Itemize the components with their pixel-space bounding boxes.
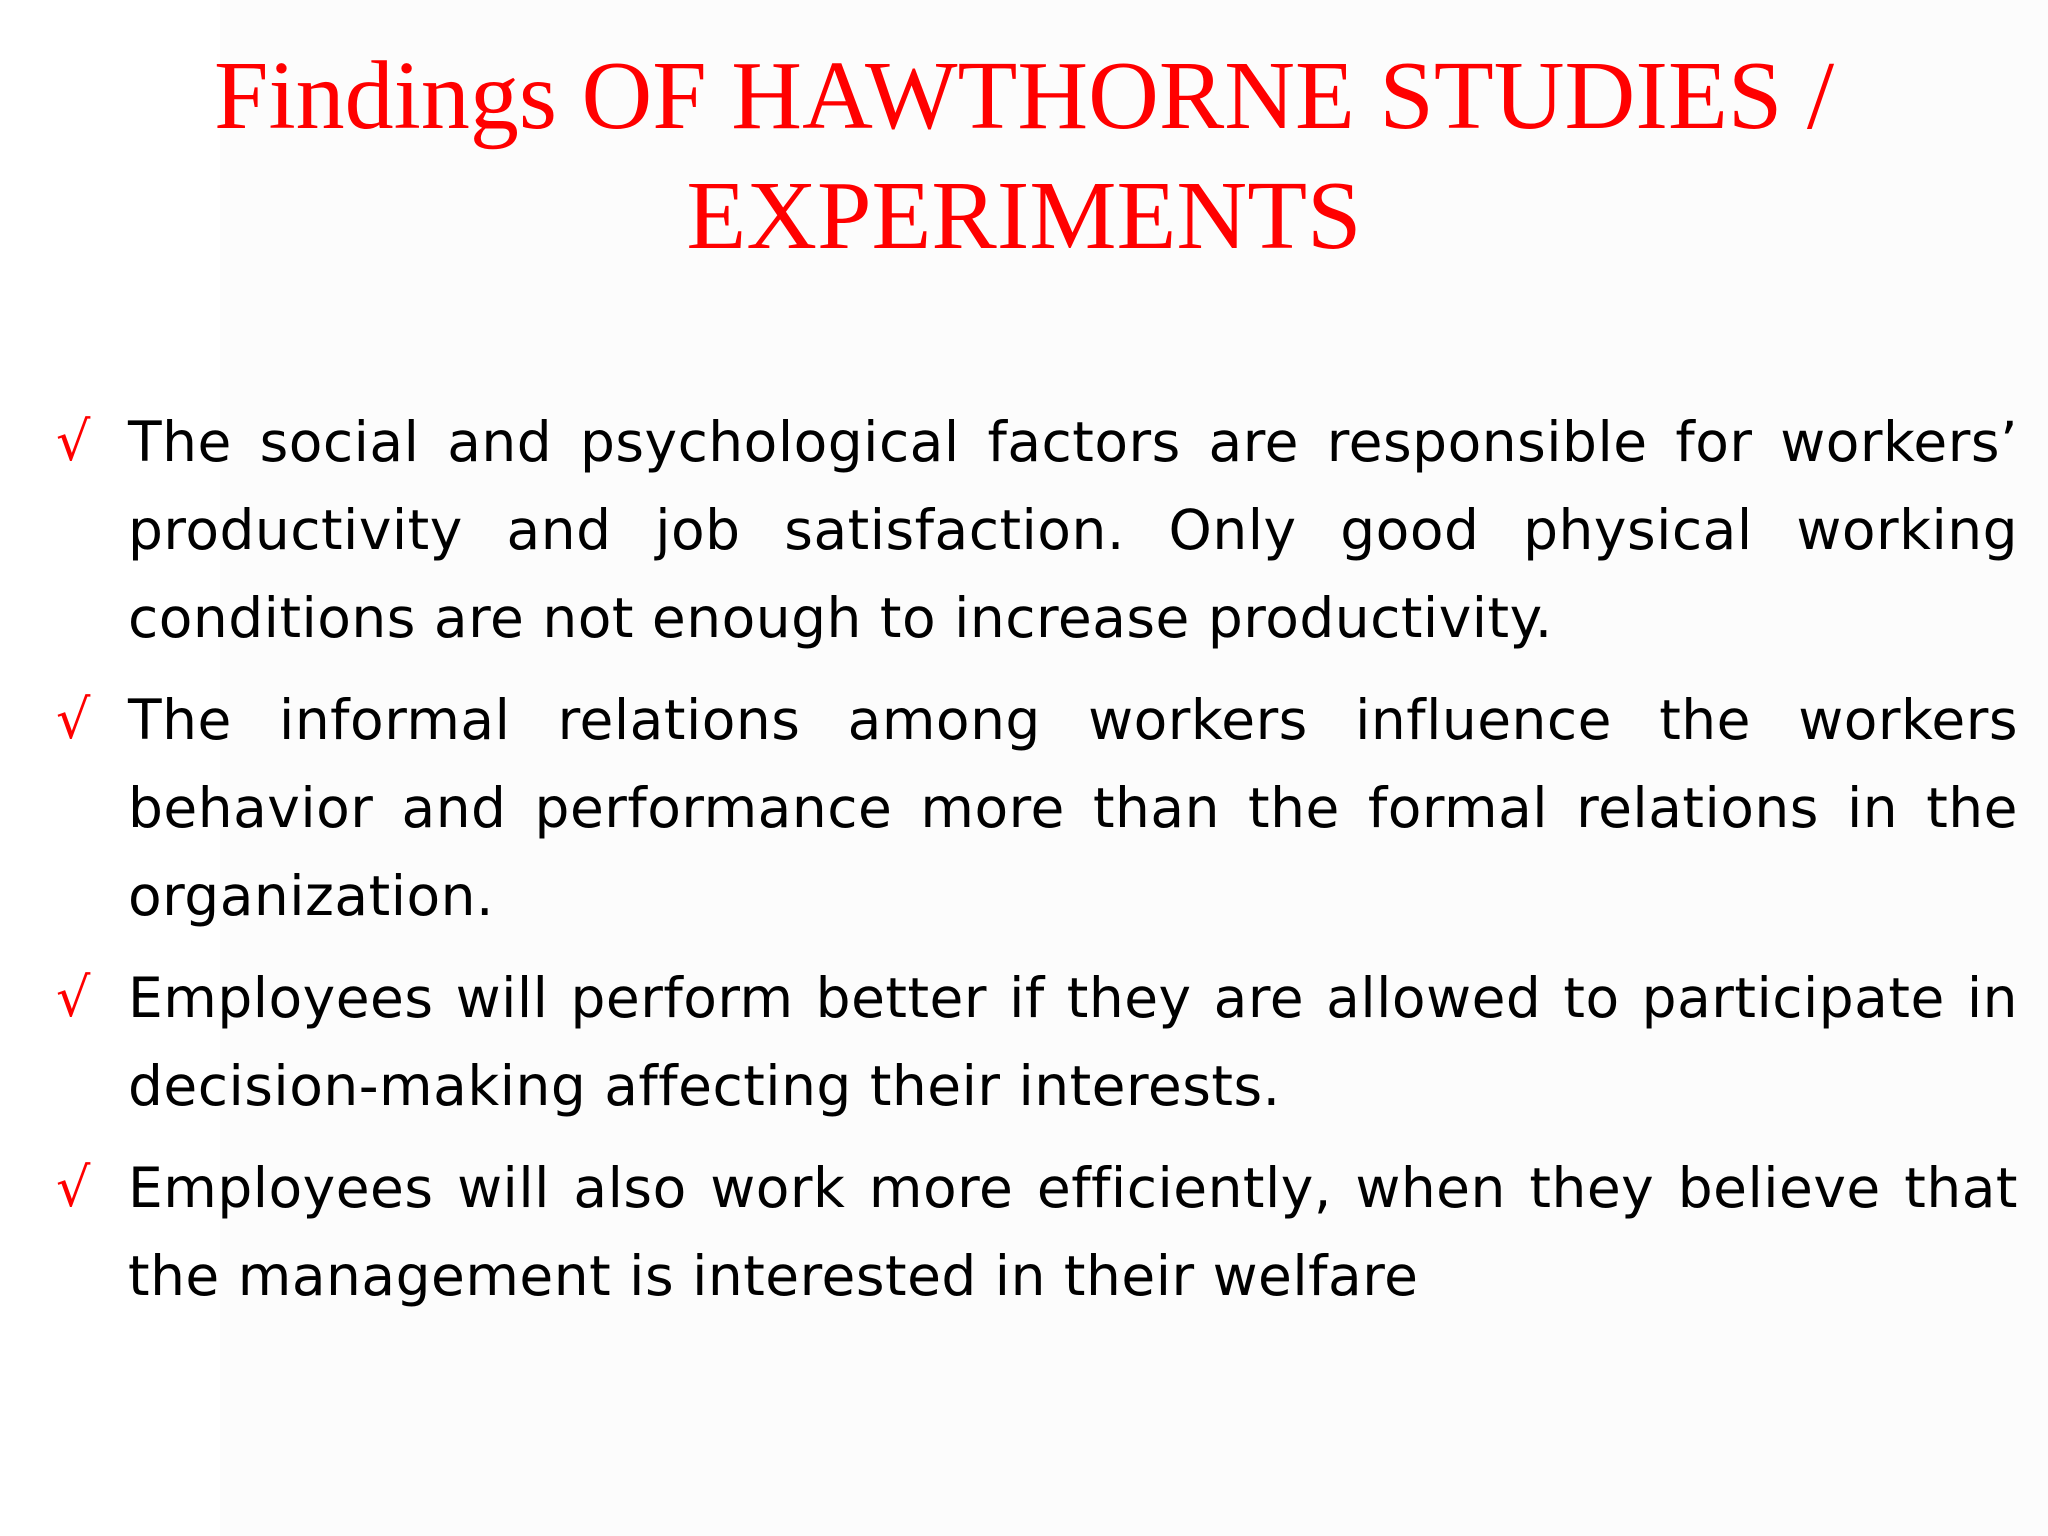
slide-title-line-2: EXPERIMENTS <box>686 162 1362 270</box>
finding-text: Employees will also work more efficiently, when they believe that the management is interested in their welfare <box>128 1156 2018 1308</box>
check-mark-icon: √ <box>56 410 91 473</box>
check-mark-icon: √ <box>56 688 91 751</box>
finding-text: Employees will perform better if they are allowed to participate in decision-making affecting their interests. <box>128 966 2018 1118</box>
slide-title-line-1: Findings OF HAWTHORNE STUDIES / <box>213 42 1835 150</box>
slide-title <box>60 36 1988 276</box>
finding-item-4 <box>56 1144 2018 1320</box>
finding-item-2 <box>56 676 2018 940</box>
finding-item-3 <box>56 954 2018 1130</box>
finding-text: The informal relations among workers influence the workers behavior and performance more than the formal relations in the organization. <box>128 688 2018 928</box>
finding-text: The social and psychological factors are responsible for workers’ productivity and job satisfaction. Only good physical working conditions are not enough to increase productivity. <box>128 410 2018 650</box>
findings-list <box>56 398 2018 1334</box>
finding-item-1 <box>56 398 2018 662</box>
check-mark-icon: √ <box>56 966 91 1029</box>
check-mark-icon: √ <box>56 1156 91 1219</box>
